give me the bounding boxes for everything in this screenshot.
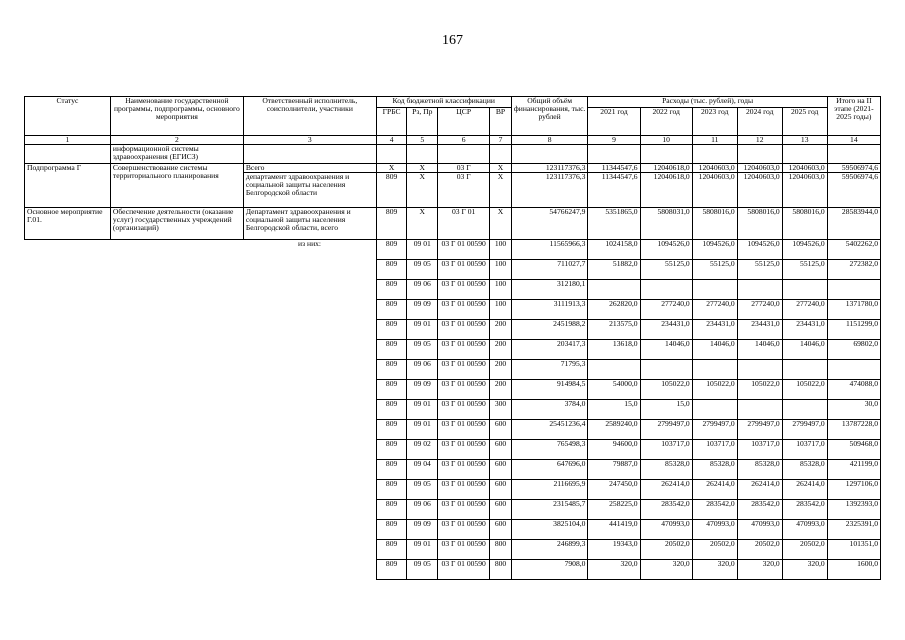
row-y2025: 85328,0 (782, 460, 827, 480)
subprogram-dept-2022: 12040618,0 (640, 173, 692, 208)
row-volume: 3825104,0 (511, 520, 588, 540)
row-y2022: 283542,0 (640, 500, 692, 520)
row-y2023: 470993,0 (692, 520, 737, 540)
row-vr: 600 (490, 520, 512, 540)
subprogram-dept-stage: 59506974,6 (827, 173, 880, 208)
row-y2023: 277240,0 (692, 300, 737, 320)
row-y2025: 1094526,0 (782, 240, 827, 260)
row-y2024 (737, 280, 782, 300)
main-event-2023: 5808016,0 (692, 208, 737, 240)
row-csr: 03 Г 01 00590 (438, 280, 490, 300)
row-csr: 03 Г 01 00590 (438, 480, 490, 500)
row-y2021: 19343,0 (588, 540, 640, 560)
row-csr: 03 Г 01 00590 (438, 260, 490, 280)
row-volume: 2451988,2 (511, 320, 588, 340)
subprogram-total-2023: 12040603,0 (692, 164, 737, 173)
main-event-volume: 54766247,9 (511, 208, 588, 240)
subprogram-dept-2021: 11344547,6 (588, 173, 640, 208)
col-number: 5 (407, 136, 438, 145)
subprogram-total-label: Всего (243, 164, 376, 173)
row-y2022: 2799497,0 (640, 420, 692, 440)
subprogram-dept-csr: 03 Г (438, 173, 490, 208)
row-y2024 (737, 360, 782, 380)
row-rzpr: 09 01 (407, 240, 438, 260)
header-2021: 2021 год (588, 108, 640, 136)
subprogram-total-2024: 12040603,0 (737, 164, 782, 173)
col-number: 14 (827, 136, 880, 145)
row-y2024: 234431,0 (737, 320, 782, 340)
row-volume: 71795,3 (511, 360, 588, 380)
row-grbs: 809 (376, 480, 407, 500)
row-y2025: 320,0 (782, 560, 827, 580)
row-volume: 203417,3 (511, 340, 588, 360)
row-vr: 200 (490, 360, 512, 380)
row-y2024: 1094526,0 (737, 240, 782, 260)
row-grbs: 809 (376, 540, 407, 560)
header-stage-total: Итого на II этапе (2021-2025 годы) (827, 97, 880, 136)
row-y2022: 262414,0 (640, 480, 692, 500)
row-rzpr: 09 01 (407, 540, 438, 560)
row-grbs: 809 (376, 380, 407, 400)
row-y2021: 320,0 (588, 560, 640, 580)
row-y2024: 14046,0 (737, 340, 782, 360)
row-y2021: 213575,0 (588, 320, 640, 340)
row-grbs: 809 (376, 400, 407, 420)
row-stage: 2325391,0 (827, 520, 880, 540)
row-y2023: 234431,0 (692, 320, 737, 340)
row-rzpr: 09 04 (407, 460, 438, 480)
row-y2021: 1024158,0 (588, 240, 640, 260)
row-csr: 03 Г 01 00590 (438, 400, 490, 420)
row-y2025: 262414,0 (782, 480, 827, 500)
row-vr: 800 (490, 560, 512, 580)
row-grbs: 809 (376, 340, 407, 360)
main-event-csr: 03 Г 01 (438, 208, 490, 240)
row-csr: 03 Г 01 00590 (438, 380, 490, 400)
row-y2023: 55125,0 (692, 260, 737, 280)
main-event-2025: 5808016,0 (782, 208, 827, 240)
row-csr: 03 Г 01 00590 (438, 340, 490, 360)
row-volume: 711027,7 (511, 260, 588, 280)
executor-cell (243, 300, 376, 320)
row-y2023 (692, 280, 737, 300)
subprogram-dept-2024: 12040603,0 (737, 173, 782, 208)
col-number: 4 (376, 136, 407, 145)
row-volume: 312180,1 (511, 280, 588, 300)
executor-cell (243, 260, 376, 280)
subprogram-total-rzpr: Х (407, 164, 438, 173)
row-vr: 100 (490, 260, 512, 280)
row-stage: 69802,0 (827, 340, 880, 360)
header-2025: 2025 год (782, 108, 827, 136)
row-y2025 (782, 400, 827, 420)
col-number: 1 (25, 136, 111, 145)
row-y2024: 55125,0 (737, 260, 782, 280)
row-y2024: 2799497,0 (737, 420, 782, 440)
row-y2024: 320,0 (737, 560, 782, 580)
row-y2024: 103717,0 (737, 440, 782, 460)
executor-cell (243, 480, 376, 500)
row-csr: 03 Г 01 00590 (438, 520, 490, 540)
header-name: Наименование государственной программы, подпрограммы, основного мероприятия (110, 97, 243, 136)
row-volume: 647696,0 (511, 460, 588, 480)
row-stage: 421199,0 (827, 460, 880, 480)
header-total-volume: Общий объём финансирования, тыс. рублей (511, 97, 588, 136)
col-number: 8 (511, 136, 588, 145)
row-vr: 100 (490, 300, 512, 320)
header-executor: Ответственный исполнитель, соисполнители, участники (243, 97, 376, 136)
row-y2021: 247450,0 (588, 480, 640, 500)
row-y2023: 262414,0 (692, 480, 737, 500)
row-rzpr: 09 02 (407, 440, 438, 460)
row-grbs: 809 (376, 440, 407, 460)
row-y2021: 51882,0 (588, 260, 640, 280)
row-grbs: 809 (376, 260, 407, 280)
subprogram-name: Совершенствование системы территориального планирования (110, 164, 243, 208)
row-stage (827, 280, 880, 300)
row-grbs: 809 (376, 300, 407, 320)
row-csr: 03 Г 01 00590 (438, 540, 490, 560)
row-csr: 03 Г 01 00590 (438, 440, 490, 460)
subprogram-total-2021: 11344547,6 (588, 164, 640, 173)
row-y2023 (692, 360, 737, 380)
executor-cell (243, 560, 376, 580)
row-csr: 03 Г 01 00590 (438, 560, 490, 580)
row-y2023: 20502,0 (692, 540, 737, 560)
subprogram-status: Подпрограмма Г (25, 164, 111, 208)
main-event-2024: 5808016,0 (737, 208, 782, 240)
row-volume: 765498,3 (511, 440, 588, 460)
subprogram-total-stage: 59506974,6 (827, 164, 880, 173)
row-stage: 1151299,0 (827, 320, 880, 340)
executor-cell (243, 280, 376, 300)
row-volume: 2315485,7 (511, 500, 588, 520)
subprogram-total-grbs: Х (376, 164, 407, 173)
col-number: 11 (692, 136, 737, 145)
subprogram-total-volume: 123117376,3 (511, 164, 588, 173)
row-y2024: 277240,0 (737, 300, 782, 320)
row-stage: 1392393,0 (827, 500, 880, 520)
row-csr: 03 Г 01 00590 (438, 420, 490, 440)
row-y2022: 105022,0 (640, 380, 692, 400)
row-y2025: 55125,0 (782, 260, 827, 280)
row-csr: 03 Г 01 00590 (438, 300, 490, 320)
executor-cell (243, 520, 376, 540)
subprogram-total-2022: 12040618,0 (640, 164, 692, 173)
row-y2021: 54000,0 (588, 380, 640, 400)
row-y2022: 14046,0 (640, 340, 692, 360)
main-event-grbs: 809 (376, 208, 407, 240)
subprogram-dept-rzpr: Х (407, 173, 438, 208)
row-grbs: 809 (376, 560, 407, 580)
col-number: 12 (737, 136, 782, 145)
row-rzpr: 09 09 (407, 300, 438, 320)
col-number: 9 (588, 136, 640, 145)
row-csr: 03 Г 01 00590 (438, 360, 490, 380)
row-y2022: 234431,0 (640, 320, 692, 340)
row-y2024: 470993,0 (737, 520, 782, 540)
empty-name-cell (110, 240, 243, 580)
executor-cell (243, 340, 376, 360)
main-event-rzpr: Х (407, 208, 438, 240)
main-event-status: Основное мероприятие Г.01. (25, 208, 111, 240)
executor-cell (243, 440, 376, 460)
row-vr: 600 (490, 480, 512, 500)
main-event-name: Обеспечение деятельности (оказание услуг) государственных учреждений (организаций) (110, 208, 243, 240)
row-rzpr: 09 05 (407, 480, 438, 500)
row-y2021: 262820,0 (588, 300, 640, 320)
row-y2023: 1094526,0 (692, 240, 737, 260)
row-y2025 (782, 280, 827, 300)
row-y2021 (588, 280, 640, 300)
row-volume: 2116695,9 (511, 480, 588, 500)
row-y2023: 2799497,0 (692, 420, 737, 440)
row-vr: 800 (490, 540, 512, 560)
row-stage: 30,0 (827, 400, 880, 420)
executor-cell (243, 320, 376, 340)
row-rzpr: 09 06 (407, 500, 438, 520)
row-stage (827, 360, 880, 380)
row-grbs: 809 (376, 320, 407, 340)
row-y2022 (640, 360, 692, 380)
row-csr: 03 Г 01 00590 (438, 460, 490, 480)
row-stage: 1371780,0 (827, 300, 880, 320)
row-y2021: 258225,0 (588, 500, 640, 520)
row-y2023: 320,0 (692, 560, 737, 580)
row-y2023: 105022,0 (692, 380, 737, 400)
row-grbs: 809 (376, 500, 407, 520)
main-event-executor: Департамент здравоохранения и социальной защиты населения Белгородской области, всего (243, 208, 376, 240)
row-y2021: 79887,0 (588, 460, 640, 480)
executor-cell (243, 380, 376, 400)
row-stage: 5402262,0 (827, 240, 880, 260)
subprogram-dept-volume: 123117376,3 (511, 173, 588, 208)
header-2023: 2023 год (692, 108, 737, 136)
col-number: 2 (110, 136, 243, 145)
row-y2025: 283542,0 (782, 500, 827, 520)
row-y2024: 85328,0 (737, 460, 782, 480)
header-rzpr: Рз, Пр (407, 108, 438, 136)
row-vr: 300 (490, 400, 512, 420)
row-rzpr: 09 09 (407, 520, 438, 540)
executor-cell (243, 420, 376, 440)
col-number: 10 (640, 136, 692, 145)
row-stage: 509468,0 (827, 440, 880, 460)
row-y2025: 105022,0 (782, 380, 827, 400)
row-stage: 272382,0 (827, 260, 880, 280)
row-vr: 200 (490, 340, 512, 360)
row-y2025: 277240,0 (782, 300, 827, 320)
row-stage: 1297106,0 (827, 480, 880, 500)
main-event-2021: 5351865,0 (588, 208, 640, 240)
row-stage: 1600,0 (827, 560, 880, 580)
row-y2022: 320,0 (640, 560, 692, 580)
header-expenses: Расходы (тыс. рублей), годы (588, 97, 827, 108)
subprogram-dept-executor: департамент здравоохранения и социальной защиты населения Белгородской области (243, 173, 376, 208)
row-y2021: 94600,0 (588, 440, 640, 460)
row-y2022: 277240,0 (640, 300, 692, 320)
subprogram-dept-2023: 12040603,0 (692, 173, 737, 208)
executor-cell (243, 500, 376, 520)
row-y2021: 441419,0 (588, 520, 640, 540)
row-rzpr: 09 05 (407, 560, 438, 580)
row-vr: 600 (490, 460, 512, 480)
row-rzpr: 09 06 (407, 360, 438, 380)
row-volume: 25451236,4 (511, 420, 588, 440)
row-vr: 100 (490, 240, 512, 260)
row-vr: 200 (490, 320, 512, 340)
row-y2025: 2799497,0 (782, 420, 827, 440)
row-y2023: 14046,0 (692, 340, 737, 360)
row-rzpr: 09 01 (407, 420, 438, 440)
row-y2025 (782, 360, 827, 380)
executor-cell (243, 400, 376, 420)
row-y2023 (692, 400, 737, 420)
row-y2024: 20502,0 (737, 540, 782, 560)
row-grbs: 809 (376, 240, 407, 260)
row-csr: 03 Г 01 00590 (438, 240, 490, 260)
continuation-status-cell (25, 145, 111, 164)
row-y2022: 470993,0 (640, 520, 692, 540)
row-volume: 7908,0 (511, 560, 588, 580)
row-stage: 474088,0 (827, 380, 880, 400)
subprogram-dept-grbs: 809 (376, 173, 407, 208)
row-vr: 100 (490, 280, 512, 300)
executor-cell (243, 540, 376, 560)
subprogram-dept-vr: Х (490, 173, 512, 208)
header-csr: ЦСР (438, 108, 490, 136)
row-volume: 3111913,3 (511, 300, 588, 320)
row-rzpr: 09 01 (407, 320, 438, 340)
executor-cell (243, 360, 376, 380)
row-y2022: 20502,0 (640, 540, 692, 560)
header-status: Статус (25, 97, 111, 136)
subprogram-total-2025: 12040603,0 (782, 164, 827, 173)
row-volume: 246899,3 (511, 540, 588, 560)
row-rzpr: 09 06 (407, 280, 438, 300)
row-volume: 914984,5 (511, 380, 588, 400)
col-number: 13 (782, 136, 827, 145)
col-number: 3 (243, 136, 376, 145)
row-vr: 200 (490, 380, 512, 400)
row-y2024: 283542,0 (737, 500, 782, 520)
row-stage: 101351,0 (827, 540, 880, 560)
row-grbs: 809 (376, 280, 407, 300)
row-y2024 (737, 400, 782, 420)
table-row (25, 240, 881, 260)
row-vr: 600 (490, 500, 512, 520)
row-y2025: 20502,0 (782, 540, 827, 560)
row-stage: 13787228,0 (827, 420, 880, 440)
subprogram-total-csr: 03 Г (438, 164, 490, 173)
row-grbs: 809 (376, 420, 407, 440)
row-y2024: 262414,0 (737, 480, 782, 500)
row-y2023: 85328,0 (692, 460, 737, 480)
row-y2022: 103717,0 (640, 440, 692, 460)
row-y2024: 105022,0 (737, 380, 782, 400)
row-vr: 600 (490, 440, 512, 460)
row-volume: 11565966,3 (511, 240, 588, 260)
row-y2022: 15,0 (640, 400, 692, 420)
row-y2023: 103717,0 (692, 440, 737, 460)
executor-cell (243, 460, 376, 480)
row-rzpr: 09 01 (407, 400, 438, 420)
page-number: 167 (442, 33, 463, 48)
row-y2023: 283542,0 (692, 500, 737, 520)
row-rzpr: 09 05 (407, 260, 438, 280)
row-rzpr: 09 09 (407, 380, 438, 400)
row-y2025: 234431,0 (782, 320, 827, 340)
row-csr: 03 Г 01 00590 (438, 500, 490, 520)
subprogram-dept-2025: 12040603,0 (782, 173, 827, 208)
empty-status-cell (25, 240, 111, 580)
header-vr: ВР (490, 108, 512, 136)
row-grbs: 809 (376, 520, 407, 540)
row-y2021: 13618,0 (588, 340, 640, 360)
header-2024: 2024 год (737, 108, 782, 136)
header-budget-code: Код бюджетной классификации (376, 97, 511, 108)
col-number: 6 (438, 136, 490, 145)
budget-table (24, 96, 881, 580)
row-y2025: 470993,0 (782, 520, 827, 540)
row-y2021 (588, 360, 640, 380)
row-rzpr: 09 05 (407, 340, 438, 360)
subprogram-total-vr: Х (490, 164, 512, 173)
row-y2022 (640, 280, 692, 300)
row-y2021: 2589240,0 (588, 420, 640, 440)
main-event-2022: 5808031,0 (640, 208, 692, 240)
row-grbs: 809 (376, 460, 407, 480)
main-event-stage: 28583944,0 (827, 208, 880, 240)
header-2022: 2022 год (640, 108, 692, 136)
of-which-label: из них: (243, 240, 376, 260)
row-grbs: 809 (376, 360, 407, 380)
row-y2025: 103717,0 (782, 440, 827, 460)
row-y2021: 15,0 (588, 400, 640, 420)
row-y2022: 1094526,0 (640, 240, 692, 260)
row-vr: 600 (490, 420, 512, 440)
main-event-vr: Х (490, 208, 512, 240)
row-y2022: 85328,0 (640, 460, 692, 480)
header-grbs: ГРБС (376, 108, 407, 136)
col-number: 7 (490, 136, 512, 145)
continuation-name: информационной системы здравоохранения (ЕГИСЗ) (110, 145, 243, 164)
row-y2025: 14046,0 (782, 340, 827, 360)
row-y2022: 55125,0 (640, 260, 692, 280)
row-volume: 3784,0 (511, 400, 588, 420)
row-csr: 03 Г 01 00590 (438, 320, 490, 340)
